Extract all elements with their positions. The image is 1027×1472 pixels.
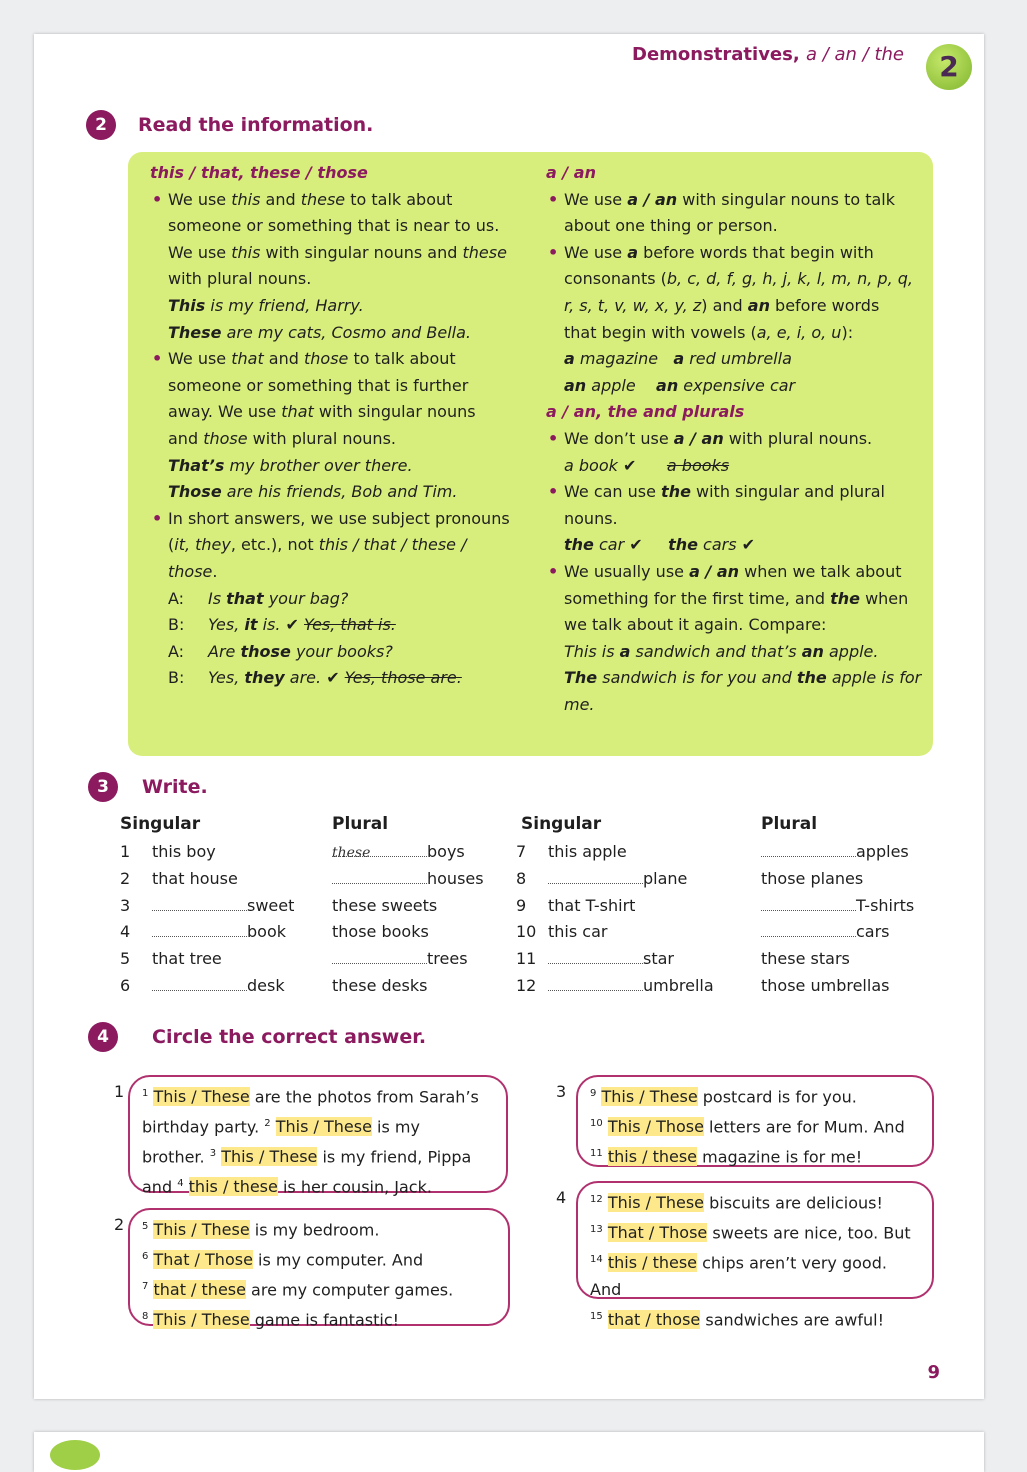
choice-line[interactable]: $^7$ that / these are my computer games. [142, 1280, 454, 1300]
singular-cell[interactable]: sweet [152, 896, 294, 915]
item-number: 5 [120, 949, 131, 969]
plural-cell[interactable]: apples [761, 842, 909, 861]
info-right-line: • We don’t use a / an with plural nouns. [546, 426, 930, 453]
unit-badge: 2 [926, 44, 972, 90]
plural-cell: these sweets [332, 895, 438, 915]
item-number: 2 [120, 868, 131, 888]
info-right-line: The sandwich is for you and the apple is for [564, 668, 922, 688]
answer-blank[interactable] [548, 871, 643, 884]
item-number: 9 [516, 895, 527, 915]
info-right-line: that begin with vowels (a, e, i, o, u): [564, 322, 854, 342]
circle-answer-box [128, 1075, 508, 1197]
header-plural-right: Plural [761, 814, 818, 834]
exercise-number: 3 [556, 1082, 567, 1101]
plural-cell[interactable]: cars [761, 922, 890, 941]
singular-cell: this car [548, 922, 608, 942]
answer-blank[interactable] [548, 978, 643, 991]
info-left-line: and those with plural nouns. [168, 428, 396, 448]
circle-answer-box [576, 1075, 934, 1167]
info-right-line: • We usually use a / an when we talk about [546, 559, 930, 586]
info-left-line: • We use this and these to talk about [150, 187, 542, 214]
choice-line[interactable]: $^6$ That / Those is my computer. And [142, 1250, 424, 1270]
plural-cell[interactable]: T-shirts [761, 896, 914, 915]
page-number: 9 [927, 1362, 940, 1383]
info-right-line: the car ✔ the cars ✔ [564, 535, 756, 555]
singular-cell[interactable]: umbrella [548, 976, 714, 995]
info-left-line: someone or something that is further [168, 375, 469, 395]
info-left-line: those. [168, 561, 218, 581]
info-left-line: with plural nouns. [168, 269, 312, 289]
choice-line[interactable]: $^{13}$ That / Those sweets are nice, too. But [590, 1223, 911, 1243]
answer-blank[interactable]: these [332, 842, 427, 857]
answer-blank[interactable] [152, 924, 247, 937]
choice-line[interactable]: $^1$ This / These are the photos from Sarah’s [142, 1087, 479, 1107]
choice-line[interactable]: $^{11}$ this / these magazine is for me! [590, 1147, 863, 1167]
info-right-line: nouns. [564, 508, 618, 528]
info-left-heading: this / that, these / those [150, 163, 368, 182]
header-singular-right: Singular [521, 814, 602, 834]
singular-cell: that house [152, 868, 238, 888]
section-2-title: Read the information. [138, 114, 374, 136]
page-header-title: Demonstratives, a / an / the [632, 44, 904, 65]
info-right-line: something for the first time, and the when [564, 588, 909, 608]
answer-blank[interactable] [152, 978, 247, 991]
info-left-line: • In short answers, we use subject pronouns [150, 506, 542, 533]
singular-cell[interactable]: desk [152, 976, 285, 995]
item-number: 3 [120, 895, 131, 915]
singular-cell[interactable]: plane [548, 869, 687, 888]
dialog-line: A: Are those your books? [168, 641, 393, 661]
info-right-line: • We use a / an with singular nouns to talk [546, 187, 930, 214]
answer-blank[interactable] [152, 898, 247, 911]
plural-cell[interactable]: trees [332, 949, 468, 968]
info-left-column [150, 160, 542, 692]
plural-cell: these desks [332, 976, 428, 995]
section-3-title: Write. [142, 776, 208, 798]
header-singular-left: Singular [120, 814, 201, 834]
header-plural-left: Plural [332, 814, 389, 834]
answer-blank[interactable] [761, 898, 856, 911]
item-number: 12 [516, 976, 537, 995]
info-left-line: We use this with singular nouns and these [168, 242, 507, 262]
plural-cell: those planes [761, 868, 864, 888]
info-left-line: someone or something that is near to us. [168, 216, 500, 236]
plural-cell: those books [332, 922, 429, 942]
info-right-line: consonants (b, c, d, f, g, h, j, k, l, m, n, p, q, [564, 269, 913, 289]
answer-blank[interactable] [761, 924, 856, 937]
info-left-line: These are my cats, Cosmo and Bella. [168, 322, 471, 342]
item-number: 10 [516, 922, 537, 942]
item-number: 8 [516, 868, 527, 888]
info-right-line: about one thing or person. [564, 216, 778, 236]
info-right-line: a book ✔ a books [564, 455, 730, 475]
info-right-line: me. [564, 694, 595, 714]
choice-line[interactable]: $^8$ This / These game is fantastic! [142, 1310, 400, 1330]
choice-line[interactable]: $^{10}$ This / Those letters are for Mum. And [590, 1117, 905, 1137]
item-number: 11 [516, 949, 537, 969]
section-3-number: 3 [88, 772, 118, 802]
info-right-heading-2: a / an, the and plurals [546, 402, 745, 422]
workbook-page [34, 34, 984, 1399]
choice-line[interactable]: $^{12}$ This / These biscuits are delicious! [590, 1193, 883, 1213]
next-page-edge [34, 1432, 984, 1472]
answer-blank[interactable] [332, 871, 427, 884]
choice-line[interactable]: $^{14}$ this / these chips aren’t very good. And [590, 1253, 887, 1300]
info-right-line: • We can use the with singular and plural [546, 479, 930, 506]
info-right-heading-1: a / an [546, 163, 596, 182]
circle-answer-box [128, 1208, 510, 1330]
item-number: 1 [120, 842, 131, 861]
info-left-line: That’s my brother over there. [168, 455, 413, 475]
section-4-number: 4 [88, 1022, 118, 1052]
circle-answer-box [576, 1181, 934, 1330]
info-right-line: This is a sandwich and that’s an apple. [564, 641, 879, 661]
singular-cell[interactable]: star [548, 949, 674, 968]
singular-cell: this boy [152, 842, 216, 861]
info-right-line: • We use a before words that begin with [546, 240, 930, 267]
singular-cell[interactable]: book [152, 922, 286, 941]
answer-blank[interactable] [761, 844, 856, 857]
answer-blank[interactable] [332, 951, 427, 964]
info-left-line: (it, they, etc.), not this / that / these / [168, 535, 467, 555]
choice-line[interactable]: $^9$ This / These postcard is for you. [590, 1087, 857, 1107]
choice-line[interactable]: birthday party. $^2$ This / These is my [142, 1117, 420, 1137]
exercise-number: 4 [556, 1188, 567, 1207]
choice-line[interactable]: and $^4$ this / these is her cousin, Jack. [142, 1177, 432, 1197]
section-4-title: Circle the correct answer. [152, 1026, 427, 1048]
item-number: 7 [516, 842, 527, 861]
singular-cell: that T-shirt [548, 895, 636, 915]
info-right-line: a magazine a red umbrella [564, 349, 792, 369]
next-page-badge [50, 1440, 100, 1470]
info-right-column [546, 160, 930, 718]
info-left-line: • We use that and those to talk about [150, 346, 542, 373]
singular-cell: that tree [152, 949, 222, 969]
dialog-line: B: Yes, they are. ✔ Yes, those are. [168, 668, 462, 688]
choice-line[interactable]: brother. $^3$ This / These is my friend, Pippa [142, 1147, 472, 1167]
item-number: 6 [120, 976, 131, 995]
exercise-number: 1 [114, 1082, 125, 1101]
choice-line[interactable]: $^5$ This / These is my bedroom. [142, 1220, 380, 1240]
info-left-line: This is my friend, Harry. [168, 295, 364, 315]
dialog-line: B: Yes, it is. ✔ Yes, that is. [168, 615, 396, 635]
dialog-line: A: Is that your bag? [168, 588, 349, 608]
answer-blank[interactable] [548, 951, 643, 964]
plural-cell: these stars [761, 949, 850, 969]
exercise-number: 2 [114, 1215, 125, 1234]
info-left-line: Those are his friends, Bob and Tim. [168, 482, 458, 502]
item-number: 4 [120, 922, 131, 942]
info-right-line: an apple an expensive car [564, 375, 796, 395]
choice-line[interactable]: $^{15}$ that / those sandwiches are awful! [590, 1310, 885, 1330]
section-2-number: 2 [86, 110, 116, 140]
singular-cell: this apple [548, 842, 627, 861]
plural-cell: those umbrellas [761, 976, 890, 995]
information-box [128, 152, 933, 756]
info-right-line: r, s, t, v, w, x, y, z) and an before words [564, 295, 880, 315]
info-right-line: we talk about it again. Compare: [564, 615, 827, 635]
plural-cell[interactable]: houses [332, 869, 484, 888]
plural-cell[interactable]: these boys [332, 842, 465, 861]
info-left-line: away. We use that with singular nouns [168, 402, 476, 422]
